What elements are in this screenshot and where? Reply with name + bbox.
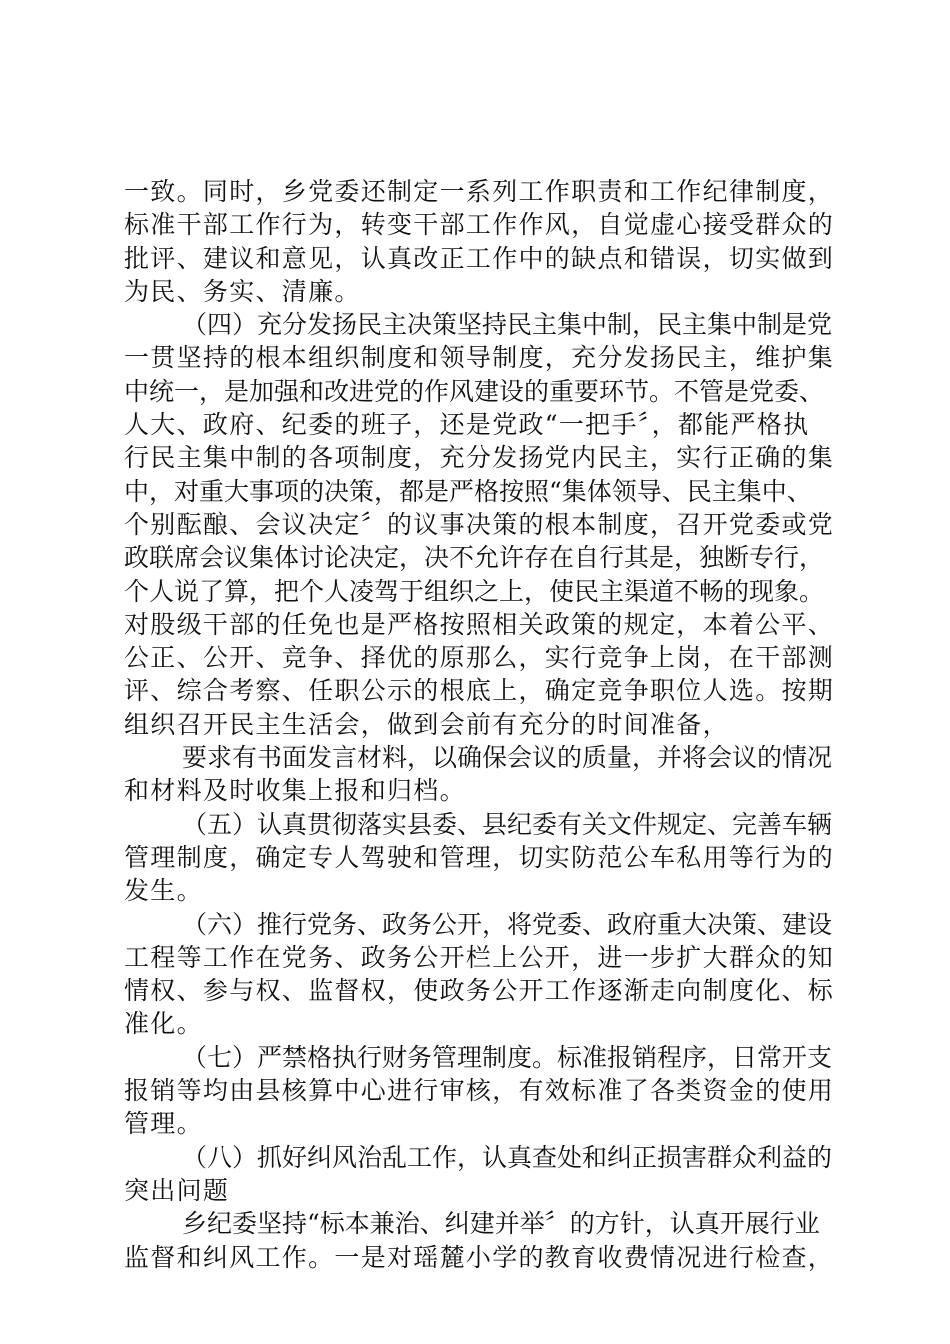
paragraph-first-line: （五）认真贯彻落实县委、县纪委有关文件规定、完善车辆 (182, 809, 833, 839)
text-line: 个别酝酿、会议决定〞的议事决策的根本制度，召开党委或党 (124, 509, 835, 539)
text-line: 对股级干部的任免也是严格按照相关政策的规定，本着公平、 (124, 609, 835, 639)
paragraph-first-line: （六）推行党务、政务公开，将党委、政府重大决策、建设 (182, 909, 833, 939)
text-line: 工程等工作在党务、政务公开栏上公开，进一步扩大群众的知 (124, 942, 835, 972)
text-line: 评、综合考察、任职公示的根底上，确定竞争职位人选。按期 (124, 676, 835, 706)
document-body (124, 175, 844, 1274)
text-line: 管理。 (124, 1109, 203, 1139)
text-line: 管理制度，确定专人驾驶和管理，切实防范公车私用等行为的 (124, 842, 835, 872)
text-line: 行民主集中制的各项制度，充分发扬党内民主，实行正确的集 (124, 443, 835, 473)
text-line: 政联席会议集体讨论决定，决不允许存在自行其是，独断专行， (124, 543, 825, 573)
text-line: 中，对重大事项的决策，都是严格按照“集体领导、民主集中、 (124, 476, 812, 506)
text-line: 为民、务实、清廉。 (124, 276, 361, 306)
text-line: 情权、参与权、监督权，使政务公开工作逐渐走向制度化、标 (124, 976, 835, 1006)
paragraph-first-line: （四）充分发扬民主决策坚持民主集中制，民主集中制是党 (182, 310, 833, 340)
text-line: 中统一，是加强和改进党的作风建设的重要环节。不管是党委、 (124, 376, 825, 406)
paragraph-first-line: （七）严禁格执行财务管理制度。标准报销程序，日常开支 (182, 1042, 833, 1072)
paragraph-first-line: 乡纪委坚持“标本兼治、纠建并举〞的方针，认真开展行业 (182, 1209, 820, 1239)
text-line: 个人说了算，把个人凌驾于组织之上，使民主渠道不畅的现象。 (124, 576, 825, 606)
text-line: 公正、公开、竞争、择优的原那么，实行竞争上岗，在干部测 (124, 643, 835, 673)
text-line: 人大、政府、纪委的班子，还是党政“一把手〞，都能严格执 (124, 410, 810, 440)
text-line: 报销等均由县核算中心进行审核，有效标准了各类资金的使用 (124, 1076, 835, 1106)
text-line: 一致。同时，乡党委还制定一系列工作职责和工作纪律制度， (124, 177, 835, 206)
text-line: 组织召开民主生活会，做到会前有充分的时间准备， (124, 709, 729, 739)
text-line: 标准干部工作行为，转变干部工作作风，自觉虚心接受群众的 (124, 210, 835, 240)
text-line: 发生。 (124, 876, 203, 906)
paragraph-first-line: 要求有书面发言材料，以确保会议的质量，并将会议的情况 (182, 743, 833, 773)
text-line: 突出问题 (124, 1175, 230, 1205)
text-line: 和材料及时收集上报和归档。 (124, 776, 466, 806)
text-line: 批评、建议和意见，认真改正工作中的缺点和错误，切实做到 (124, 243, 835, 273)
paragraph-first-line: （八）抓好纠风治乱工作，认真查处和纠正损害群众利益的 (182, 1142, 833, 1172)
text-line: 准化。 (124, 1009, 203, 1039)
text-line: 一贯坚持的根本组织制度和领导制度，充分发扬民主，维护集 (124, 343, 835, 373)
text-line: 监督和纠风工作。一是对瑶麓小学的教育收费情况进行检查， (124, 1242, 835, 1272)
